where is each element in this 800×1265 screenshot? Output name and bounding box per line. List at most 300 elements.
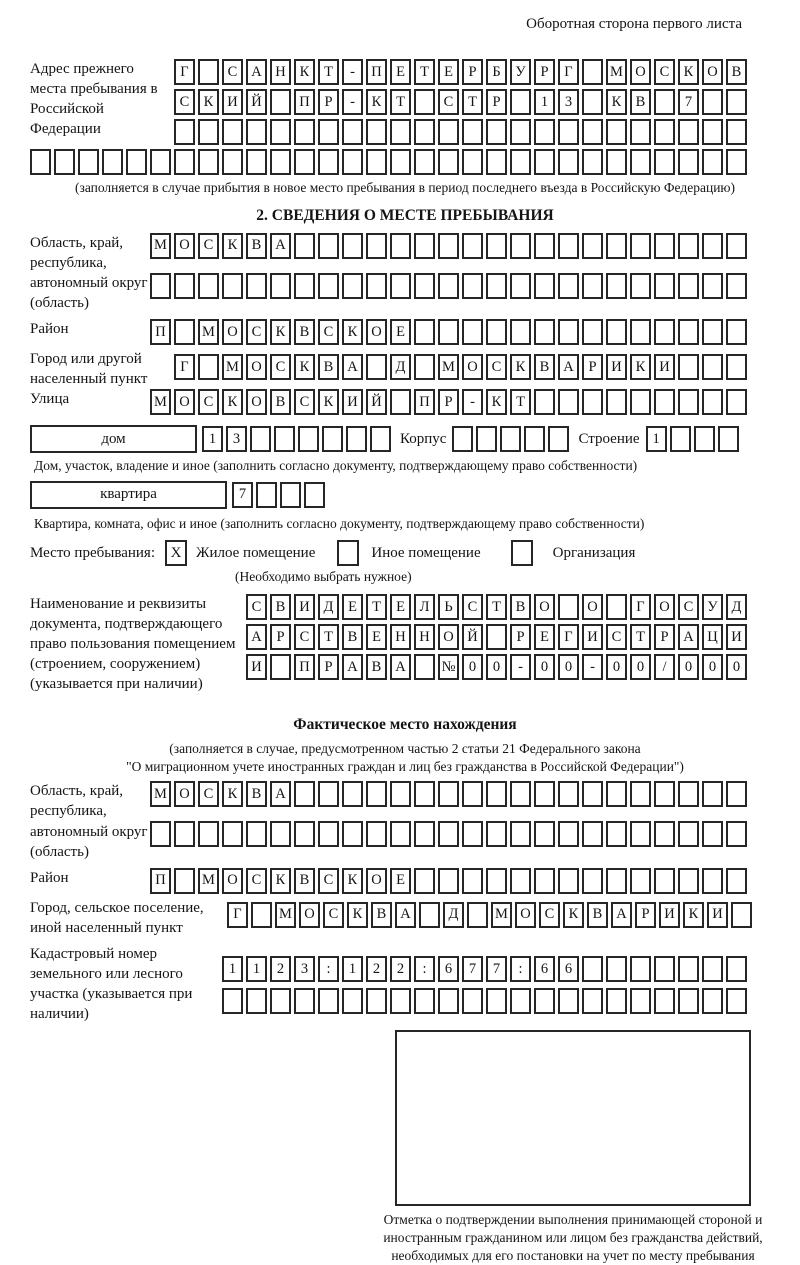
char-cell xyxy=(630,149,651,175)
char-cell: - xyxy=(342,59,363,85)
char-cell: К xyxy=(342,319,363,345)
char-cell: К xyxy=(198,89,219,115)
char-cell: А xyxy=(390,654,411,680)
char-cell xyxy=(246,149,267,175)
char-cell: Е xyxy=(366,624,387,650)
char-cell xyxy=(54,149,75,175)
char-cell xyxy=(294,149,315,175)
char-cell: Н xyxy=(270,59,291,85)
char-cell: Ь xyxy=(438,594,459,620)
char-cell xyxy=(174,821,195,847)
char-cell: М xyxy=(438,354,459,380)
confirmation-mark-caption: Отметка о подтверждении выполнения принимающей стороной и иностранным гражданином или лицом без гражданства действий, необходимых для его постановки на учет по месту пребывания xyxy=(383,1212,763,1263)
char-cell: С xyxy=(174,89,195,115)
char-cell xyxy=(630,119,651,145)
char-cell xyxy=(462,988,483,1014)
char-cell xyxy=(486,149,507,175)
char-cell xyxy=(678,988,699,1014)
char-cell xyxy=(150,273,171,299)
char-cell: К xyxy=(342,868,363,894)
char-cell xyxy=(582,273,603,299)
char-cell: Т xyxy=(486,594,507,620)
char-cell: С xyxy=(198,233,219,259)
document-label: Наименование и реквизиты документа, подтверждающего право пользования помещением (строением, сооружением) (указывается при наличии) xyxy=(30,595,236,693)
char-cell xyxy=(606,594,627,620)
char-cell xyxy=(438,149,459,175)
char-cell: К xyxy=(510,354,531,380)
char-cell xyxy=(558,389,579,415)
char-cell xyxy=(678,149,699,175)
char-cell xyxy=(606,781,627,807)
char-cell: 1 xyxy=(246,956,267,982)
char-cell: - xyxy=(462,389,483,415)
char-cell xyxy=(462,273,483,299)
char-cell: 2 xyxy=(270,956,291,982)
char-cell: Ц xyxy=(702,624,723,650)
char-cell: С xyxy=(539,902,560,928)
char-cell xyxy=(390,233,411,259)
char-cell xyxy=(414,654,435,680)
char-cell xyxy=(486,781,507,807)
char-cell xyxy=(731,902,752,928)
char-cell: М xyxy=(491,902,512,928)
char-cell: Р xyxy=(270,624,291,650)
char-cell: 1 xyxy=(646,426,667,452)
city2-row xyxy=(227,902,755,928)
char-cell xyxy=(270,149,291,175)
char-cell xyxy=(510,273,531,299)
char-cell: М xyxy=(150,389,171,415)
char-cell xyxy=(390,119,411,145)
char-cell xyxy=(150,149,171,175)
char-cell: И xyxy=(294,594,315,620)
char-cell xyxy=(630,273,651,299)
char-cell: Т xyxy=(318,59,339,85)
char-cell: С xyxy=(323,902,344,928)
char-cell xyxy=(486,119,507,145)
district-block-1 xyxy=(30,319,780,349)
prev-address-row-4 xyxy=(30,149,780,175)
char-cell xyxy=(30,149,51,175)
cadastre-row-2 xyxy=(222,988,750,1014)
district-row-1 xyxy=(150,319,750,345)
char-cell: В xyxy=(587,902,608,928)
char-cell xyxy=(606,956,627,982)
char-cell: 6 xyxy=(438,956,459,982)
stay-type-checkbox-other xyxy=(337,540,359,566)
char-cell: С xyxy=(198,781,219,807)
char-cell: Р xyxy=(486,89,507,115)
char-cell: О xyxy=(222,319,243,345)
char-cell xyxy=(630,868,651,894)
char-cell xyxy=(558,233,579,259)
city-label-1: Город или другой населенный пункт xyxy=(30,350,148,388)
korpus-cells xyxy=(452,426,572,452)
char-cell: К xyxy=(366,89,387,115)
char-cell xyxy=(246,119,267,145)
char-cell: 0 xyxy=(486,654,507,680)
char-cell xyxy=(726,149,747,175)
char-cell xyxy=(438,868,459,894)
char-cell: С xyxy=(198,389,219,415)
char-cell xyxy=(582,149,603,175)
char-cell xyxy=(726,988,747,1014)
char-cell xyxy=(438,119,459,145)
street-row xyxy=(150,389,750,415)
char-cell xyxy=(414,273,435,299)
apartment-block xyxy=(30,481,780,509)
char-cell: Г xyxy=(174,59,195,85)
char-cell xyxy=(370,426,391,452)
char-cell xyxy=(678,781,699,807)
char-cell xyxy=(702,956,723,982)
char-cell xyxy=(630,233,651,259)
section2-title: 2. СВЕДЕНИЯ О МЕСТЕ ПРЕБЫВАНИЯ xyxy=(256,206,554,224)
char-cell xyxy=(322,426,343,452)
char-cell xyxy=(558,868,579,894)
char-cell xyxy=(534,273,555,299)
char-cell xyxy=(462,119,483,145)
char-cell xyxy=(534,149,555,175)
char-cell: К xyxy=(683,902,704,928)
char-cell: К xyxy=(318,389,339,415)
char-cell: 6 xyxy=(558,956,579,982)
char-cell: О xyxy=(534,594,555,620)
house-field-label: дом xyxy=(30,425,197,453)
char-cell: А xyxy=(678,624,699,650)
stroenie-label: Строение xyxy=(578,430,640,447)
char-cell xyxy=(654,781,675,807)
char-cell xyxy=(606,149,627,175)
char-cell xyxy=(366,273,387,299)
actual-location-caption-2: "О миграционном учете иностранных граждан и лиц без гражданства в Российской Федерации") xyxy=(126,758,684,774)
char-cell xyxy=(222,821,243,847)
char-cell: - xyxy=(510,654,531,680)
char-cell xyxy=(414,319,435,345)
house-cells xyxy=(202,426,394,452)
char-cell: - xyxy=(342,89,363,115)
char-cell: А xyxy=(611,902,632,928)
char-cell: Т xyxy=(366,594,387,620)
char-cell xyxy=(630,988,651,1014)
apartment-field-label: квартира xyxy=(30,481,227,509)
char-cell xyxy=(510,868,531,894)
char-cell xyxy=(558,594,579,620)
document-grid xyxy=(246,594,750,684)
char-cell: С xyxy=(246,868,267,894)
char-cell xyxy=(174,868,195,894)
char-cell: И xyxy=(726,624,747,650)
char-cell: С xyxy=(318,868,339,894)
char-cell: В xyxy=(371,902,392,928)
char-cell: И xyxy=(606,354,627,380)
char-cell xyxy=(654,868,675,894)
district-label-2: Район xyxy=(30,869,69,886)
char-cell xyxy=(198,354,219,380)
char-cell: А xyxy=(395,902,416,928)
char-cell: Е xyxy=(390,594,411,620)
char-cell: М xyxy=(198,319,219,345)
char-cell: С xyxy=(246,319,267,345)
char-cell: 2 xyxy=(366,956,387,982)
char-cell xyxy=(702,273,723,299)
char-cell: Р xyxy=(438,389,459,415)
char-cell: Р xyxy=(654,624,675,650)
char-cell: К xyxy=(294,59,315,85)
prev-address-label: Адрес прежнего места пребывания в Российской Федерации xyxy=(30,61,158,138)
char-cell: К xyxy=(347,902,368,928)
char-cell xyxy=(462,149,483,175)
cadastre-row-1 xyxy=(222,956,750,982)
char-cell xyxy=(558,273,579,299)
char-cell xyxy=(342,821,363,847)
char-cell: О xyxy=(630,59,651,85)
char-cell xyxy=(304,482,325,508)
char-cell xyxy=(256,482,277,508)
char-cell xyxy=(438,781,459,807)
street-block xyxy=(30,389,780,419)
char-cell: Й xyxy=(246,89,267,115)
char-cell: А xyxy=(342,354,363,380)
char-cell xyxy=(346,426,367,452)
char-cell xyxy=(438,821,459,847)
char-cell xyxy=(274,426,295,452)
char-cell: 0 xyxy=(630,654,651,680)
char-cell: О xyxy=(299,902,320,928)
char-cell xyxy=(726,89,747,115)
stay-type-option-organization: Организация xyxy=(552,544,636,561)
district-block-2 xyxy=(30,868,780,898)
char-cell: О xyxy=(366,319,387,345)
char-cell xyxy=(678,389,699,415)
char-cell: Р xyxy=(582,354,603,380)
char-cell xyxy=(390,389,411,415)
char-cell: И xyxy=(659,902,680,928)
cadastre-block xyxy=(30,944,780,1024)
char-cell: М xyxy=(606,59,627,85)
char-cell xyxy=(78,149,99,175)
char-cell xyxy=(486,233,507,259)
char-cell: О xyxy=(174,781,195,807)
char-cell xyxy=(670,426,691,452)
char-cell xyxy=(318,119,339,145)
char-cell xyxy=(606,119,627,145)
char-cell: М xyxy=(222,354,243,380)
char-cell: И xyxy=(582,624,603,650)
char-cell: Р xyxy=(462,59,483,85)
char-cell: К xyxy=(630,354,651,380)
char-cell: В xyxy=(270,594,291,620)
char-cell xyxy=(270,89,291,115)
char-cell xyxy=(726,821,747,847)
char-cell xyxy=(414,988,435,1014)
char-cell xyxy=(702,149,723,175)
city-block-2 xyxy=(30,898,780,938)
char-cell xyxy=(414,868,435,894)
char-cell: Р xyxy=(635,902,656,928)
char-cell xyxy=(534,233,555,259)
char-cell: Т xyxy=(390,89,411,115)
char-cell: Д xyxy=(726,594,747,620)
char-cell: Е xyxy=(438,59,459,85)
char-cell xyxy=(486,624,507,650)
char-cell xyxy=(318,233,339,259)
char-cell xyxy=(270,119,291,145)
char-cell: Е xyxy=(342,594,363,620)
char-cell xyxy=(606,233,627,259)
char-cell: Р xyxy=(318,654,339,680)
char-cell xyxy=(548,426,569,452)
char-cell: К xyxy=(678,59,699,85)
char-cell xyxy=(390,273,411,299)
char-cell: О xyxy=(702,59,723,85)
char-cell: Г xyxy=(174,354,195,380)
char-cell: 3 xyxy=(558,89,579,115)
char-cell: П xyxy=(150,868,171,894)
char-cell xyxy=(534,868,555,894)
char-cell: У xyxy=(510,59,531,85)
stay-type-option-residential: Жилое помещение xyxy=(196,544,316,561)
char-cell: П xyxy=(294,654,315,680)
char-cell: Д xyxy=(443,902,464,928)
char-cell xyxy=(462,781,483,807)
char-cell xyxy=(582,781,603,807)
char-cell xyxy=(318,149,339,175)
char-cell xyxy=(486,821,507,847)
char-cell: 3 xyxy=(226,426,247,452)
char-cell xyxy=(342,119,363,145)
char-cell xyxy=(582,233,603,259)
char-cell xyxy=(414,354,435,380)
prev-address-block xyxy=(30,59,780,149)
char-cell: 3 xyxy=(294,956,315,982)
char-cell: К xyxy=(486,389,507,415)
char-cell: 1 xyxy=(202,426,223,452)
char-cell xyxy=(366,119,387,145)
char-cell: О xyxy=(438,624,459,650)
char-cell xyxy=(390,781,411,807)
char-cell xyxy=(702,354,723,380)
region-label-1: Область, край, республика, автономный округ (область) xyxy=(30,234,148,311)
char-cell: В xyxy=(366,654,387,680)
char-cell: Б xyxy=(486,59,507,85)
char-cell xyxy=(630,821,651,847)
char-cell xyxy=(702,89,723,115)
char-cell: С xyxy=(294,389,315,415)
char-cell: Н xyxy=(414,624,435,650)
char-cell: : xyxy=(414,956,435,982)
char-cell xyxy=(534,988,555,1014)
char-cell xyxy=(486,273,507,299)
char-cell xyxy=(366,821,387,847)
char-cell: В xyxy=(246,233,267,259)
char-cell xyxy=(318,988,339,1014)
char-cell xyxy=(246,988,267,1014)
char-cell xyxy=(726,956,747,982)
prev-address-grid xyxy=(174,59,750,149)
char-cell: В xyxy=(318,354,339,380)
char-cell: Г xyxy=(558,59,579,85)
char-cell xyxy=(654,319,675,345)
char-cell xyxy=(534,119,555,145)
char-cell xyxy=(654,273,675,299)
char-cell xyxy=(222,273,243,299)
char-cell: О xyxy=(462,354,483,380)
char-cell xyxy=(702,988,723,1014)
char-cell xyxy=(298,426,319,452)
document-row-1 xyxy=(246,594,750,620)
char-cell xyxy=(510,149,531,175)
char-cell: П xyxy=(294,89,315,115)
char-cell: С xyxy=(222,59,243,85)
char-cell xyxy=(198,119,219,145)
char-cell xyxy=(476,426,497,452)
char-cell: 1 xyxy=(222,956,243,982)
char-cell xyxy=(438,233,459,259)
char-cell: 7 xyxy=(678,89,699,115)
char-cell: А xyxy=(342,654,363,680)
char-cell: В xyxy=(510,594,531,620)
char-cell xyxy=(654,149,675,175)
char-cell xyxy=(414,149,435,175)
char-cell: К xyxy=(222,389,243,415)
char-cell xyxy=(534,781,555,807)
char-cell xyxy=(524,426,545,452)
house-caption: Дом, участок, владение и иное (заполнить согласно документу, подтверждающему право собственности) xyxy=(34,458,638,474)
char-cell: В xyxy=(294,868,315,894)
char-cell: В xyxy=(630,89,651,115)
region-label-2: Область, край, республика, автономный округ (область) xyxy=(30,783,148,860)
char-cell xyxy=(678,868,699,894)
char-cell xyxy=(558,149,579,175)
char-cell: А xyxy=(270,233,291,259)
char-cell: 6 xyxy=(534,956,555,982)
street-label: Улица xyxy=(30,391,70,408)
char-cell: С xyxy=(318,319,339,345)
apartment-caption: Квартира, комната, офис и иное (заполнить согласно документу, подтверждающему право собственности) xyxy=(34,515,645,531)
char-cell xyxy=(250,426,271,452)
char-cell xyxy=(726,354,747,380)
char-cell xyxy=(582,319,603,345)
char-cell xyxy=(174,273,195,299)
char-cell xyxy=(582,868,603,894)
char-cell xyxy=(726,273,747,299)
char-cell xyxy=(678,956,699,982)
char-cell xyxy=(702,319,723,345)
document-block xyxy=(30,594,780,694)
char-cell: А xyxy=(270,781,291,807)
char-cell: / xyxy=(654,654,675,680)
char-cell xyxy=(606,319,627,345)
char-cell xyxy=(390,149,411,175)
char-cell: У xyxy=(702,594,723,620)
stay-type-checkbox-residential: X xyxy=(165,540,187,566)
prev-address-row-1 xyxy=(174,59,750,85)
char-cell: О xyxy=(246,389,267,415)
char-cell xyxy=(702,233,723,259)
char-cell xyxy=(294,821,315,847)
char-cell: О xyxy=(174,389,195,415)
char-cell: : xyxy=(510,956,531,982)
prev-address-row-3 xyxy=(174,119,750,145)
char-cell: П xyxy=(366,59,387,85)
char-cell xyxy=(174,119,195,145)
char-cell xyxy=(294,273,315,299)
char-cell xyxy=(582,389,603,415)
char-cell xyxy=(462,233,483,259)
char-cell xyxy=(342,233,363,259)
char-cell: О xyxy=(246,354,267,380)
